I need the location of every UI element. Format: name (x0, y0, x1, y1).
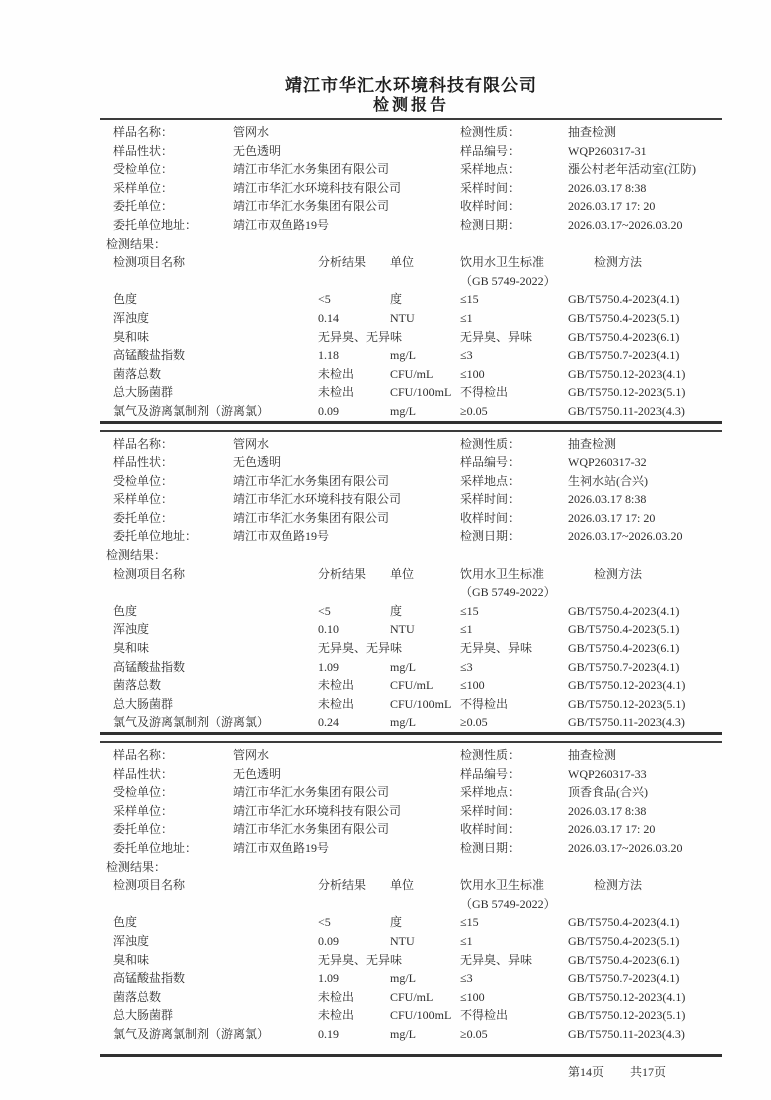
col-header-spacer (568, 583, 722, 602)
client-address-label: 委托单位地址： (113, 529, 198, 544)
result-row (100, 695, 722, 714)
test-nature-value: 抽查检测 (568, 125, 617, 139)
client-unit-value: 靖江市华汇水务集团有限公司 (233, 510, 390, 525)
result-value-cell: 0.09 (318, 403, 339, 418)
sample-info-grid (113, 746, 722, 858)
inspected-unit-value: 靖江市华汇水务集团有限公司 (233, 473, 390, 488)
sampling-time-label: 采样时间： (460, 803, 521, 818)
col-header-unit: 单位 (390, 255, 415, 270)
result-item-cell: 色度 (113, 292, 138, 307)
result-row (100, 620, 722, 639)
sample-no-label: 样品编号： (460, 766, 521, 781)
result-standard-cell: ≤3 (460, 971, 473, 986)
test-nature-label: 检测性质： (460, 748, 521, 762)
col-header-item: 检测项目名称 (113, 566, 186, 581)
receive-time-value: 2026.03.17 17: 20 (568, 199, 656, 214)
client-address-value: 靖江市双鱼路19号 (233, 217, 330, 232)
result-unit-cell: NTU (390, 933, 415, 948)
result-value-cell: <5 (318, 603, 331, 618)
result-item-cell: 氯气及游离氯制剂（游离氯） (113, 1026, 270, 1041)
result-standard-cell: 不得检出 (460, 385, 509, 400)
result-method-cell: GB/T5750.4-2023(4.1) (568, 292, 680, 307)
col-header-spacer (318, 583, 390, 602)
sample-no-value: WQP260317-33 (568, 766, 647, 781)
results-title: 检测结果： (106, 859, 167, 874)
result-item-cell: 菌落总数 (113, 989, 162, 1004)
result-row (100, 346, 722, 365)
test-nature-value: 抽查检测 (568, 748, 617, 762)
result-row (100, 1006, 722, 1025)
col-header-spacer (100, 583, 318, 602)
footer-page-number: 第14页 (567, 1064, 604, 1079)
result-value-cell: 1.09 (318, 971, 339, 986)
result-item-cell: 浑浊度 (113, 933, 150, 948)
receive-time-label: 收样时间： (460, 510, 521, 525)
result-row (100, 988, 722, 1007)
result-method-cell: GB/T5750.11-2023(4.3) (568, 1026, 685, 1041)
client-unit-value: 靖江市华汇水务集团有限公司 (233, 199, 390, 214)
result-method-cell: GB/T5750.11-2023(4.3) (568, 403, 685, 418)
sample-state-value: 无色透明 (233, 766, 282, 781)
result-method-cell: GB/T5750.12-2023(4.1) (568, 989, 686, 1004)
sampling-site-label: 采样地点： (460, 473, 521, 488)
sampling-time-value: 2026.03.17 8:38 (568, 492, 647, 507)
result-value-cell: 未检出 (318, 366, 355, 381)
sample-state-label: 样品性状： (113, 766, 174, 781)
result-unit-cell: mg/L (390, 348, 416, 363)
sample-name-label: 样品名称： (113, 748, 174, 762)
sampling-unit-label: 采样单位： (113, 180, 174, 195)
sampling-time-label: 采样时间： (460, 492, 521, 507)
result-unit-cell: 度 (390, 915, 403, 930)
result-method-cell: GB/T5750.4-2023(4.1) (568, 603, 680, 618)
result-row (100, 639, 722, 658)
result-standard-cell: ≤15 (460, 292, 479, 307)
sampling-site-label: 采样地点： (460, 785, 521, 800)
result-standard-cell: ≤3 (460, 348, 473, 363)
result-value-cell: 未检出 (318, 696, 355, 711)
result-method-cell: GB/T5750.12-2023(5.1) (568, 385, 686, 400)
col-header-standard: 饮用水卫生标准 (460, 255, 545, 270)
results-table (100, 253, 722, 420)
sampling-site-label: 采样地点： (460, 162, 521, 177)
sampling-time-value: 2026.03.17 8:38 (568, 803, 647, 818)
test-date-label: 检测日期： (460, 529, 521, 544)
result-unit-cell: mg/L (390, 715, 416, 730)
col-header-spacer (390, 895, 460, 914)
result-row (100, 1025, 722, 1044)
test-date-value: 2026.03.17~2026.03.20 (568, 529, 683, 544)
result-item-cell: 浑浊度 (113, 622, 150, 637)
result-item-cell: 氯气及游离氯制剂（游离氯） (113, 403, 270, 418)
result-standard-cell: 无异臭、异味 (460, 952, 533, 967)
result-row (100, 402, 722, 421)
result-method-cell: GB/T5750.12-2023(5.1) (568, 696, 686, 711)
result-unit-cell: NTU (390, 310, 415, 325)
sampling-unit-value: 靖江市华汇水环境科技有限公司 (233, 803, 402, 818)
inspected-unit-label: 受检单位： (113, 785, 174, 800)
result-unit-cell: CFU/mL (390, 989, 434, 1004)
col-header-spacer (318, 272, 390, 291)
result-method-cell: GB/T5750.4-2023(6.1) (568, 952, 680, 967)
result-row (100, 309, 722, 328)
result-row (100, 602, 722, 621)
result-standard-cell: ≥0.05 (460, 715, 488, 730)
result-value-cell: 1.09 (318, 659, 339, 674)
inspected-unit-label: 受检单位： (113, 473, 174, 488)
result-item-cell: 色度 (113, 915, 138, 930)
result-row (100, 290, 722, 309)
result-row (100, 713, 722, 732)
result-value-cell: 未检出 (318, 385, 355, 400)
result-standard-cell: ≤100 (460, 678, 485, 693)
sample-info-grid (113, 123, 722, 235)
result-unit-cell: mg/L (390, 403, 416, 418)
results-table-header (100, 876, 722, 913)
sample-name-label: 样品名称： (113, 125, 174, 139)
sample-state-label: 样品性状： (113, 143, 174, 158)
result-unit-cell: CFU/mL (390, 366, 434, 381)
sample-name-value: 管网水 (233, 125, 270, 139)
col-header-method: 检测方法 (594, 255, 643, 270)
col-header-standard: 饮用水卫生标准 (460, 878, 545, 893)
results-table-header (100, 253, 722, 290)
result-value-cell: 0.19 (318, 1026, 339, 1041)
result-value-cell: <5 (318, 915, 331, 930)
col-header-method: 检测方法 (594, 878, 643, 893)
client-unit-label: 委托单位： (113, 822, 174, 837)
result-item-cell: 氯气及游离氯制剂（游离氯） (113, 715, 270, 730)
result-standard-cell: ≤100 (460, 989, 485, 1004)
result-item-cell: 总大肠菌群 (113, 385, 174, 400)
result-unit-cell: CFU/100mL (390, 385, 452, 400)
sampling-site-value: 生祠水站(合兴) (568, 473, 648, 488)
col-header-standard: 饮用水卫生标准 (460, 566, 545, 581)
test-date-label: 检测日期： (460, 217, 521, 232)
result-unit-cell: 度 (390, 292, 403, 307)
col-header-result: 分析结果 (318, 878, 367, 893)
result-standard-cell: ≤3 (460, 659, 473, 674)
result-unit-cell: CFU/mL (390, 678, 434, 693)
result-value-cell: 无异臭、无异味 (318, 952, 403, 967)
sampling-unit-value: 靖江市华汇水环境科技有限公司 (233, 180, 402, 195)
result-value-cell: 未检出 (318, 1008, 355, 1023)
result-item-cell: 臭和味 (113, 329, 150, 344)
results-table-header (100, 565, 722, 602)
inspected-unit-value: 靖江市华汇水务集团有限公司 (233, 785, 390, 800)
result-item-cell: 总大肠菌群 (113, 696, 174, 711)
result-standard-cell: ≤1 (460, 622, 473, 637)
result-value-cell: 无异臭、无异味 (318, 641, 403, 656)
sample-no-value: WQP260317-32 (568, 455, 647, 470)
result-value-cell: 0.09 (318, 933, 339, 948)
result-unit-cell: mg/L (390, 1026, 416, 1041)
result-standard-cell: 无异臭、异味 (460, 641, 533, 656)
result-standard-cell: ≤1 (460, 310, 473, 325)
results-table (100, 565, 722, 732)
result-item-cell: 高锰酸盐指数 (113, 348, 186, 363)
test-date-value: 2026.03.17~2026.03.20 (568, 840, 683, 855)
col-header-standard-sub: （GB 5749-2022） (460, 273, 556, 288)
result-value-cell: 1.18 (318, 348, 339, 363)
result-method-cell: GB/T5750.12-2023(4.1) (568, 678, 686, 693)
client-unit-label: 委托单位： (113, 199, 174, 214)
col-header-spacer (568, 272, 722, 291)
sample-no-label: 样品编号： (460, 455, 521, 470)
col-header-item: 检测项目名称 (113, 878, 186, 893)
result-standard-cell: ≥0.05 (460, 403, 488, 418)
sampling-site-value: 顶香食品(合兴) (568, 785, 648, 800)
test-nature-label: 检测性质： (460, 125, 521, 139)
result-row (100, 328, 722, 347)
col-header-spacer (318, 895, 390, 914)
col-header-spacer (390, 272, 460, 291)
result-method-cell: GB/T5750.7-2023(4.1) (568, 971, 680, 986)
receive-time-value: 2026.03.17 17: 20 (568, 510, 656, 525)
result-row (100, 365, 722, 384)
col-header-standard-sub: （GB 5749-2022） (460, 585, 556, 600)
client-unit-value: 靖江市华汇水务集团有限公司 (233, 822, 390, 837)
report-section (100, 118, 722, 424)
result-standard-cell: 不得检出 (460, 696, 509, 711)
result-unit-cell: mg/L (390, 971, 416, 986)
result-method-cell: GB/T5750.4-2023(5.1) (568, 622, 680, 637)
result-row (100, 932, 722, 951)
client-address-value: 靖江市双鱼路19号 (233, 529, 330, 544)
result-item-cell: 高锰酸盐指数 (113, 971, 186, 986)
receive-time-value: 2026.03.17 17: 20 (568, 822, 656, 837)
result-standard-cell: ≤15 (460, 603, 479, 618)
result-method-cell: GB/T5750.7-2023(4.1) (568, 659, 680, 674)
report-section (100, 430, 722, 736)
sample-state-value: 无色透明 (233, 455, 282, 470)
sampling-time-value: 2026.03.17 8:38 (568, 180, 647, 195)
result-method-cell: GB/T5750.7-2023(4.1) (568, 348, 680, 363)
test-nature-label: 检测性质： (460, 436, 521, 451)
sample-state-label: 样品性状： (113, 455, 174, 470)
result-item-cell: 浑浊度 (113, 310, 150, 325)
sampling-unit-value: 靖江市华汇水环境科技有限公司 (233, 492, 402, 507)
page-footer (100, 1063, 722, 1082)
result-row (100, 676, 722, 695)
client-address-label: 委托单位地址： (113, 840, 198, 855)
result-unit-cell: mg/L (390, 659, 416, 674)
result-item-cell: 高锰酸盐指数 (113, 659, 186, 674)
sampling-unit-label: 采样单位： (113, 803, 174, 818)
inspected-unit-value: 靖江市华汇水务集团有限公司 (233, 162, 390, 177)
result-row (100, 658, 722, 677)
col-header-unit: 单位 (390, 566, 415, 581)
result-standard-cell: ≥0.05 (460, 1026, 488, 1041)
col-header-method: 检测方法 (594, 566, 643, 581)
result-value-cell: 0.10 (318, 622, 339, 637)
result-row (100, 951, 722, 970)
result-unit-cell: 度 (390, 603, 403, 618)
col-header-spacer (390, 583, 460, 602)
result-method-cell: GB/T5750.11-2023(4.3) (568, 715, 685, 730)
result-standard-cell: 不得检出 (460, 1008, 509, 1023)
result-method-cell: GB/T5750.4-2023(6.1) (568, 641, 680, 656)
col-header-item: 检测项目名称 (113, 255, 186, 270)
result-standard-cell: ≤1 (460, 933, 473, 948)
inspected-unit-label: 受检单位： (113, 162, 174, 177)
result-standard-cell: ≤100 (460, 366, 485, 381)
result-method-cell: GB/T5750.12-2023(5.1) (568, 1008, 686, 1023)
sample-name-value: 管网水 (233, 748, 270, 762)
title-block (100, 0, 722, 116)
result-row (100, 969, 722, 988)
client-address-value: 靖江市双鱼路19号 (233, 840, 330, 855)
col-header-spacer (100, 272, 318, 291)
result-value-cell: 未检出 (318, 989, 355, 1004)
results-title: 检测结果： (106, 548, 167, 563)
result-item-cell: 臭和味 (113, 641, 150, 656)
sample-info-grid (113, 435, 722, 547)
result-row (100, 913, 722, 932)
sampling-site-value: 漲公村老年活动室(江防) (568, 162, 696, 177)
col-header-standard-sub: （GB 5749-2022） (460, 896, 556, 911)
test-date-label: 检测日期： (460, 840, 521, 855)
test-nature-value: 抽查检测 (568, 436, 617, 451)
result-value-cell: 0.14 (318, 310, 339, 325)
company-title: 靖江市华汇水环境科技有限公司 (285, 76, 537, 95)
report-sections (100, 118, 722, 1057)
col-header-spacer (100, 895, 318, 914)
col-header-unit: 单位 (390, 878, 415, 893)
results-title: 检测结果： (106, 236, 167, 251)
col-header-spacer (568, 895, 722, 914)
result-method-cell: GB/T5750.12-2023(4.1) (568, 366, 686, 381)
result-method-cell: GB/T5750.4-2023(4.1) (568, 915, 680, 930)
result-method-cell: GB/T5750.4-2023(6.1) (568, 329, 680, 344)
result-value-cell: 未检出 (318, 678, 355, 693)
sampling-unit-label: 采样单位： (113, 492, 174, 507)
result-item-cell: 总大肠菌群 (113, 1008, 174, 1023)
result-item-cell: 菌落总数 (113, 366, 162, 381)
result-value-cell: <5 (318, 292, 331, 307)
footer-total-pages: 共17页 (629, 1064, 666, 1079)
col-header-result: 分析结果 (318, 566, 367, 581)
result-standard-cell: 无异臭、异味 (460, 329, 533, 344)
receive-time-label: 收样时间： (460, 822, 521, 837)
result-row (100, 383, 722, 402)
report-title: 检测报告 (372, 97, 449, 114)
sample-state-value: 无色透明 (233, 143, 282, 158)
sample-name-value: 管网水 (233, 436, 270, 451)
result-value-cell: 0.24 (318, 715, 339, 730)
result-value-cell: 无异臭、无异味 (318, 329, 403, 344)
result-item-cell: 色度 (113, 603, 138, 618)
sample-name-label: 样品名称： (113, 436, 174, 451)
receive-time-label: 收样时间： (460, 199, 521, 214)
client-address-label: 委托单位地址： (113, 217, 198, 232)
report-section (100, 741, 722, 1057)
result-unit-cell: NTU (390, 622, 415, 637)
client-unit-label: 委托单位： (113, 510, 174, 525)
col-header-result: 分析结果 (318, 255, 367, 270)
sample-no-label: 样品编号： (460, 143, 521, 158)
result-item-cell: 菌落总数 (113, 678, 162, 693)
result-standard-cell: ≤15 (460, 915, 479, 930)
sample-no-value: WQP260317-31 (568, 143, 647, 158)
result-unit-cell: CFU/100mL (390, 1008, 452, 1023)
result-method-cell: GB/T5750.4-2023(5.1) (568, 310, 680, 325)
result-unit-cell: CFU/100mL (390, 696, 452, 711)
test-date-value: 2026.03.17~2026.03.20 (568, 217, 683, 232)
sampling-time-label: 采样时间： (460, 180, 521, 195)
result-method-cell: GB/T5750.4-2023(5.1) (568, 933, 680, 948)
results-table (100, 876, 722, 1043)
result-item-cell: 臭和味 (113, 952, 150, 967)
